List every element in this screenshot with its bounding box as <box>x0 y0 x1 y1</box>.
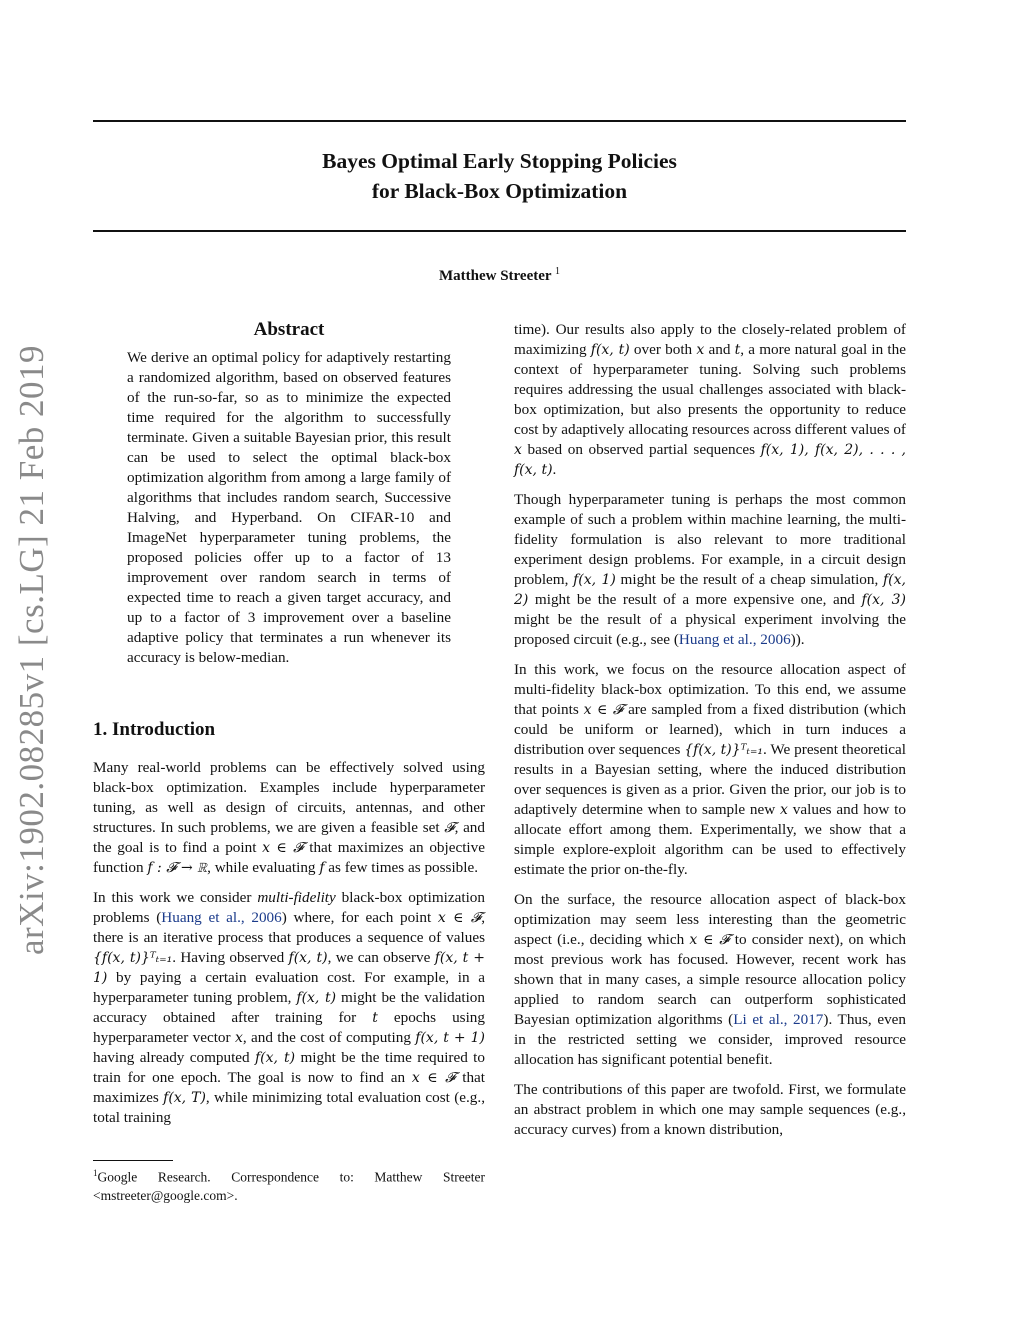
abstract-heading: Abstract <box>253 319 325 340</box>
arxiv-identifier-stamp <box>8 344 56 956</box>
citation-link-huang-2006-b[interactable]: Huang et al., 2006 <box>678 631 791 648</box>
section-heading-introduction: 1. Introduction <box>93 719 216 740</box>
abstract-text: We derive an optimal policy for adaptively restarting a randomized algorithm, based on observed features of the run-so-far, so as to minimize the expected time required for the algorithm to successfully terminate. Given a suitable Bayesian prior, this result can be used to select the optimal black-box optimization algorithm from among a large family of algorithms that includes random search, Successive Halving, and Hyperband. On CIFAR-10 and ImageNet hyperparameter tuning problems, the proposed policies offer up to a factor of 13 improvement over random search in terms of expected time to reach a given target accuracy, and up to a factor of 3 improvement over a baseline adaptive policy that terminates a run whenever its accuracy is below-median. <box>127 349 451 666</box>
footnote-text: Google Research. Correspondence to: Matthew Streeter <mstreeter@google.com>. <box>93 1169 485 1203</box>
intro-paragraph-3: time). Our results also apply to the closely-related problem of maximizing f(x, t) over both x and t, a more natural goal in the context of hyperparameter tuning. Solving such problems requires addressing the usual challenges associated with black-box optimization, but also presents the opportunity to reduce cost by adaptively allocating resources across different values of x based on observed partial sequences f(x, 1), f(x, 2), . . . , f(x, t). <box>514 321 906 478</box>
author-affiliation-mark: 1 <box>555 266 561 277</box>
author-name: Matthew Streeter <box>438 268 552 284</box>
intro-paragraph-4: Though hyperparameter tuning is perhaps the most common example of such a problem within machine learning, the multi-fidelity formulation is also relevant to more traditional experiment design problems. For example, in a circuit design problem, f(x, 1) might be the result of a cheap simulation, f(x, 2) might be the result of a more expensive one, and f(x, 3) might be the result of a physical experiment involving the proposed circuit (e.g., see (Huang et al., 2006)). <box>514 491 906 648</box>
intro-paragraph-1: Many real-world problems can be effectively solved using black-box optimization. Examples include hyperparameter tuning, as well as design of circuits, antennas, and other structures. In such problems, we are given a feasible set 𝓕, and the goal is to find a point x ∈ 𝓕 that maximizes an objective function f : 𝓕 → ℝ, while evaluating f as few times as possible. <box>93 759 485 876</box>
author-line <box>93 266 906 285</box>
title-line-1: Bayes Optimal Early Stopping Policies <box>322 149 677 173</box>
intro-paragraph-2: In this work we consider multi-fidelity black-box optimization problems (Huang et al., 2006) where, for each point x ∈ 𝓕, there is an iterative process that produces a sequence of values {f(x, t)}ᵀₜ₌₁. Having observed f(x, t), we can observe f(x, t + 1) by paying a certain evaluation cost. For example, in a hyperparameter tuning problem, f(x, t) might be the validation accuracy obtained after training for t epochs using hyperparameter vector x, and the cost of computing f(x, t + 1) having already computed f(x, t) might be the time required to train for one epoch. The goal is now to find an x ∈ 𝓕 that maximizes f(x, T), while minimizing total evaluation cost (e.g., total training <box>93 889 485 1126</box>
title-top-rule <box>93 120 906 122</box>
footnote-mark: 1 <box>93 1168 98 1178</box>
arxiv-id-text: arXiv:1902.08285v1 [cs.LG] 21 Feb 2019 <box>12 344 51 956</box>
citation-link-huang-2006[interactable]: Huang et al., 2006 <box>161 909 282 926</box>
paper-title <box>93 146 906 206</box>
right-column <box>514 320 906 1140</box>
title-bottom-rule <box>93 230 906 232</box>
intro-paragraph-7: The contributions of this paper are twofold. First, we formulate an abstract problem in which one may sample sequences (e.g., accuracy curves) from a known distribution, <box>514 1081 906 1138</box>
footnote <box>93 1164 485 1205</box>
left-column <box>93 318 485 1128</box>
intro-paragraph-5: In this work, we focus on the resource allocation aspect of multi-fidelity black-box optimization. To this end, we assume that points x ∈ 𝓕 are sampled from a fixed distribution (which could be uniform or learned), which in turn induces a distribution over sequences {f(x, t)}ᵀₜ₌₁. We present theoretical results in a Bayesian setting, where the induced distribution over sequences is given as a prior. Given the prior, our job is to adaptively determine when to sample new x values and how to allocate effort among them. Experimentally, we show that a simple explore-exploit algorithm can be used to effectively estimate the prior on-the-fly. <box>514 661 906 878</box>
footnote-rule <box>93 1160 173 1161</box>
intro-paragraph-6: On the surface, the resource allocation aspect of black-box optimization may seem less interesting than the geometric aspect (i.e., deciding which x ∈ 𝓕 to consider next), on which most previous work has focused. However, recent work has shown that in many cases, a simple resource allocation policy applied to random search can outperform sophisticated Bayesian optimization algorithms (Li et al., 2017). Thus, even in the restricted setting we consider, improved resource allocation has significant potential benefit. <box>514 891 906 1068</box>
citation-link-li-2017[interactable]: Li et al., 2017 <box>733 1011 824 1028</box>
title-line-2: for Black-Box Optimization <box>371 179 628 203</box>
